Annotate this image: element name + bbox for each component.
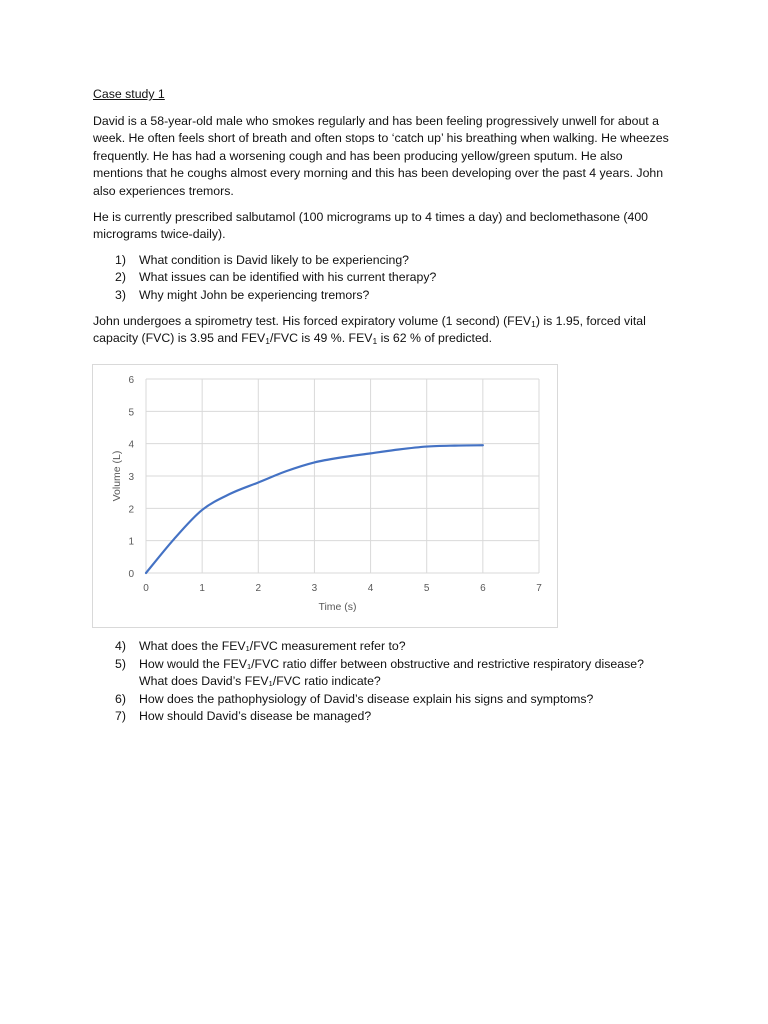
x-tick-label: 0 <box>143 583 149 594</box>
x-tick-label: 6 <box>480 583 486 594</box>
prescription-paragraph: He is currently prescribed salbutamol (100 micrograms up to 4 times a day) and beclomethasone (400 micrograms twice-daily). <box>93 209 648 242</box>
document-page <box>93 86 673 356</box>
question-text: What condition is David likely to be experiencing? <box>139 252 409 267</box>
question-number: 2) <box>115 270 126 285</box>
spirometry-text-1: John undergoes a spirometry test. His forced expiratory volume (1 second) (FEV <box>93 313 532 328</box>
spirometry-text-3: /FVC is 49 %. FEV <box>269 331 373 346</box>
question-item <box>93 269 673 287</box>
case-study-title: Case study 1 <box>93 87 165 101</box>
question-item <box>93 287 673 305</box>
question-list-b <box>93 638 673 726</box>
question-text: What does the FEV₁/FVC measurement refer to? <box>139 639 406 653</box>
x-tick-label: 2 <box>255 583 262 594</box>
y-tick-label: 3 <box>128 472 134 483</box>
question-number: 6) <box>115 691 126 706</box>
y-tick-label: 4 <box>128 439 134 451</box>
x-tick-label: 7 <box>536 583 542 594</box>
question-text: Why might John be experiencing tremors? <box>139 287 370 302</box>
case-description-paragraph: David is a 58-year-old male who smokes regularly and has been feeling progressively unwell for about a week. He often feels short of breath and often stops to ‘catch up’ his breathing when walking. He wheezes frequently. He has had a worsening cough and has been producing yellow/green sputum. He also mentions that he coughs almost every morning and this has been developing over the past 4 years. John also experiences tremors. <box>93 113 669 198</box>
spirometry-text-2: ) is 1.95, forced vital capacity (FVC) is 3.95 and FEV <box>93 313 646 346</box>
x-tick-label: 3 <box>311 583 318 594</box>
question-item <box>93 252 673 270</box>
question-item <box>93 708 673 726</box>
question-list-a <box>93 252 673 305</box>
subscript: 1 <box>372 336 378 347</box>
chart-svg <box>93 365 557 627</box>
x-tick-label: 4 <box>367 583 374 594</box>
x-axis-label: Time (s) <box>318 601 357 613</box>
question-item <box>93 656 673 691</box>
question-number: 1) <box>115 252 126 267</box>
y-tick-label: 1 <box>128 536 134 548</box>
y-tick-label: 0 <box>128 569 134 580</box>
spirometry-paragraph <box>93 313 673 348</box>
x-tick-label: 5 <box>423 583 430 594</box>
spirometry-text-4: is 62 % of predicted. <box>377 331 493 346</box>
spirometry-chart <box>92 364 558 628</box>
subscript: 1 <box>265 336 270 347</box>
question-number: 4) <box>115 639 126 653</box>
question-number: 3) <box>115 287 126 302</box>
question-number: 5) <box>115 656 126 671</box>
question-text: How does the pathophysiology of David’s disease explain his signs and symptoms? <box>139 691 594 706</box>
subscript: 1 <box>531 318 536 329</box>
y-tick-label: 6 <box>128 375 134 386</box>
y-tick-label: 2 <box>128 504 134 516</box>
y-tick-label: 5 <box>128 407 134 419</box>
question-number: 7) <box>115 709 126 724</box>
question-item <box>93 691 673 709</box>
question-text: What issues can be identified with his current therapy? <box>139 270 437 285</box>
question-text: How should David’s disease be managed? <box>139 709 372 724</box>
x-tick-label: 1 <box>199 583 205 594</box>
question-item <box>93 638 673 656</box>
y-axis-label: Volume (L) <box>111 450 123 502</box>
question-text: How would the FEV₁/FVC ratio differ between obstructive and restrictive respiratory disease? What does David’s FEV₁/FVC ratio indicate? <box>139 656 644 689</box>
